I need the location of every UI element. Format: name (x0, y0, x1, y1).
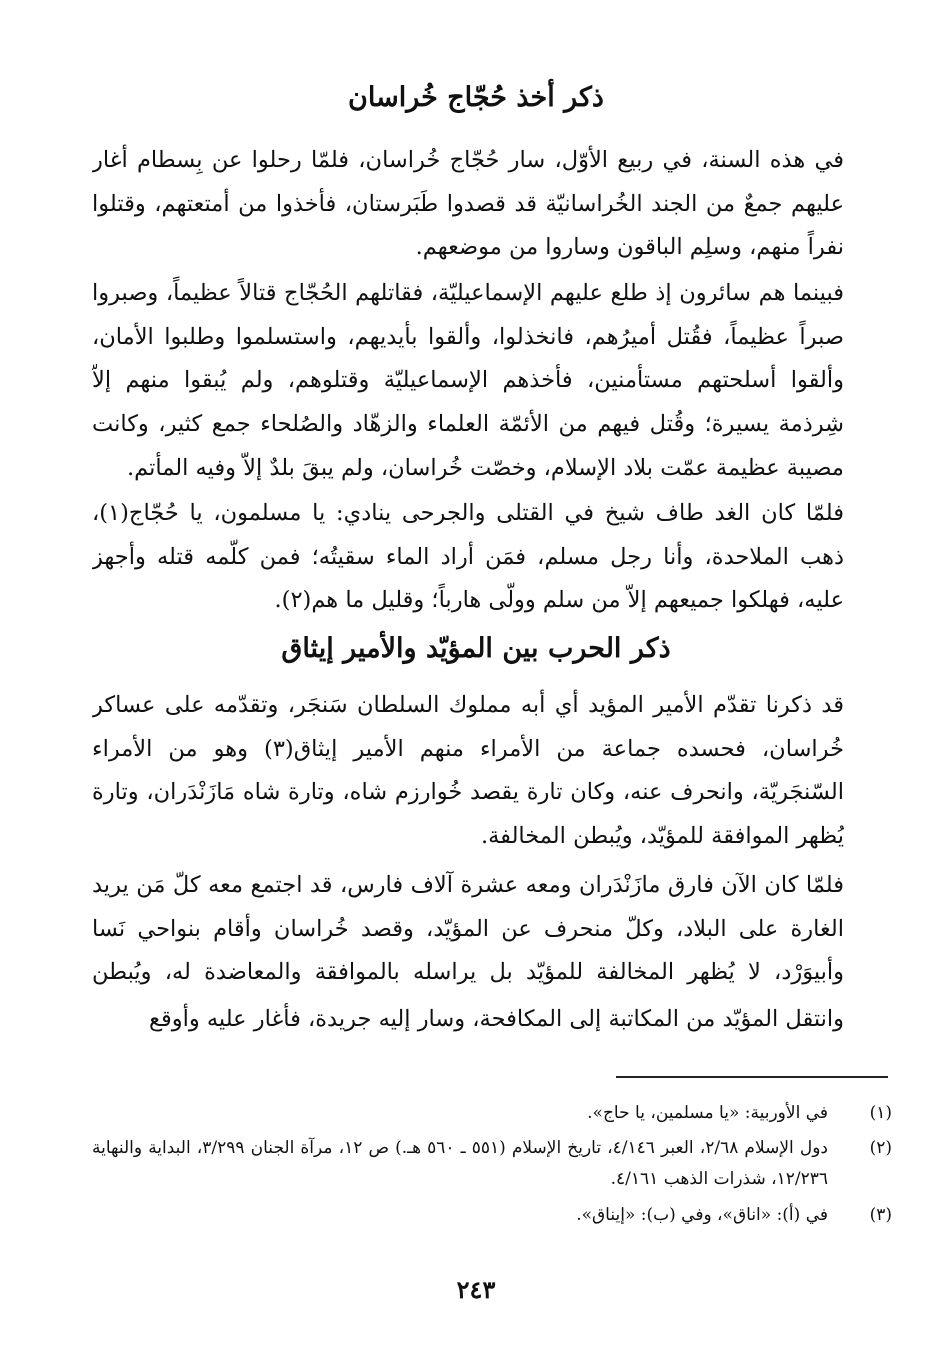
page-number: ٢٤٣ (456, 1275, 496, 1304)
footnote-text: في (أ): «اناق»، وفي (ب): «إيناق». (576, 1205, 828, 1225)
paragraph: فبينما هم سائرون إذ طلع عليهم الإسماعيليّة، فقاتلهم الحُجّاج قتالاً عظيماً، وصبروا صبراً عظيماً، فقُتل أميرُهم، فانخذلوا، وألقوا بأيديهم، واستسلموا وطلبوا الأمان، وألقوا أسلحتهم مستأمنين، فأخذهم الإسماعيليّة وقتلوهم، ولم يُبقوا منهم إلاّ شِرذمة يسيرة؛ وقُتل فيهم من الأئمّة العلماء والزهّاد والصُلحاء جمع كثير، وكانت مصيبة عظيمة عمّت بلاد الإسلام، وخصّت خُراسان، ولم يبقَ بلدٌ إلاّ وفيه المأتم. (92, 280, 844, 481)
footnote-number: (٢) (869, 1138, 892, 1158)
section-heading-hajj-khurasan: ذكر أخذ حُجّاج خُراسان (348, 82, 604, 113)
paragraph: في هذه السنة، في ربيع الأوّل، سار حُجّاج خُراسان، فلمّا رحلوا عن بِسطام أغار عليهم جمعٌ من الجند الخُراسانيّة قد قصدوا طَبَرستان، فأخذوا من أمتعتهم، وقتلوا نفراً منهم، وسلِم الباقون وساروا من موضعهم. (92, 147, 844, 261)
footnote-number: (٣) (869, 1205, 892, 1225)
footnote-text: في الأوربية: «يا مسلمين، يا حاج». (587, 1103, 828, 1123)
footnote-text: دول الإسلام ٢/٦٨، العبر ٤/١٤٦، تاريخ الإسلام (٥٥١ ـ ٥٦٠ هـ.) ص ١٢، مرآة الجنان ٣/٢٩٩، البداية والنهاية ١٢/٢٣٦، شذرات الذهب ٤/١٦١. (92, 1138, 828, 1189)
section-heading-muayyad-ithaq: ذكر الحرب بين المؤيّد والأمير إيثاق (281, 633, 671, 664)
footnote (92, 1133, 892, 1195)
paragraph: وانتقل المؤيّد من المكاتبة إلى المكافحة، وسار إليه جريدة، فأغار عليه وأوقع (148, 1006, 844, 1032)
paragraph: قد ذكرنا تقدّم الأمير المؤيد أي أبه مملوك السلطان سَنجَر، وتقدّمه على عساكر خُراسان، فحسده جماعة من الأمراء منهم الأمير إيثاق(٣) وهو من الأمراء السّنجَريّة، وانحرف عنه، وكان تارة يقصد خُوارزم شاه، وتارة شاه مَازَنْدَران، وتارة يُظهر الموافقة للمؤيّد، ويُبطن المخالفة. (92, 692, 844, 850)
footnote (92, 1098, 892, 1129)
paragraph: فلمّا كان الآن فارق مازَنْدَران ومعه عشرة آلاف فارس، قد اجتمع معه كلّ مَن يريد الغارة على البلاد، وكلّ منحرف عن المؤيّد، وقصد خُراسان وأقام بنواحي نَسا وأبيوَرْد، لا يُظهر المخالفة للمؤيّد بل يراسله بالموافقة والمعاضدة له، ويُبطن (92, 872, 844, 986)
footnote (92, 1200, 892, 1231)
footnote-separator (616, 1076, 888, 1078)
footnote-number: (١) (869, 1103, 892, 1123)
paragraph: فلمّا كان الغد طاف شيخ في القتلى والجرحى ينادي: يا مسلمون، يا حُجّاج(١)، ذهب الملاحدة، وأنا رجل مسلم، فمَن أراد الماء سقيتُه؛ فمن كلّمه قتله وأجهز عليه، فهلكوا جميعهم إلاّ من سلم وولّى هارباً؛ وقليل ما هم(٢). (92, 500, 844, 614)
